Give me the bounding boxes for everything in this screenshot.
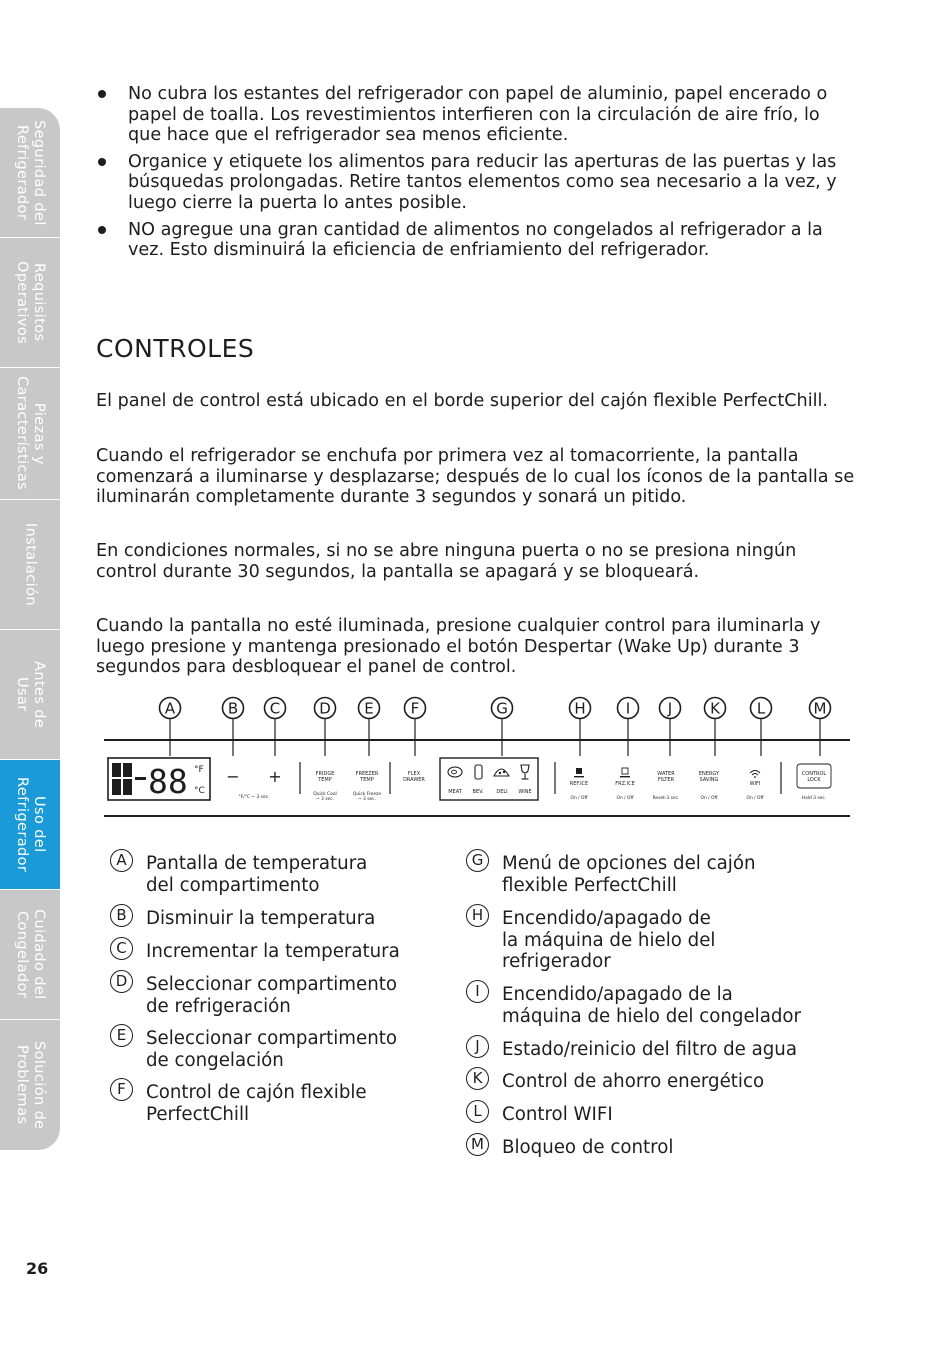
bullet-icon [98, 90, 106, 98]
list-item: NO agregue una gran cantidad de alimentos no congelados al refrigerador a la vez. Esto disminuirá la eficiencia de enfriamiento del refrigerador. [96, 220, 846, 261]
paragraph: El panel de control está ubicado en el borde superior del cajón flexible PerfectChill. [96, 391, 828, 411]
legend-item-m: M Bloqueo de control [466, 1137, 673, 1159]
paragraph: Cuando la pantalla no esté iluminada, presione cualquier control para iluminarla y luego presione y mantenga presionado el botón Despertar (Wake Up) durante 3 segundos para desbloquear el panel de control. [96, 616, 821, 678]
legend-item-k: K Control de ahorro energético [466, 1071, 764, 1093]
control-panel-diagram [100, 690, 852, 826]
list-item: No cubra los estantes del refrigerador con papel de aluminio, papel encerado o papel de toalla. Los revestimientos interfieren con la circulación de aire frío, lo que hace que el refrigerador sea menos eficiente. [96, 84, 846, 146]
control-lock-button[interactable] [797, 764, 831, 801]
callout-f [405, 698, 426, 757]
mode-deli: DELI [496, 789, 508, 795]
svg-text:Hold 3 sec.: Hold 3 sec. [801, 796, 827, 801]
tips-list [96, 84, 846, 267]
legend-item-l: L Control WIFI [466, 1104, 613, 1126]
callout-letter: D [110, 970, 133, 993]
unit-switch-hint: °F/°C ~ 3 sec. [238, 795, 270, 800]
side-tab-parts[interactable] [0, 368, 60, 500]
fridge-temp-button[interactable] [313, 771, 336, 802]
svg-text:SAVING: SAVING [699, 777, 719, 783]
side-tab-installation[interactable] [0, 500, 60, 630]
side-tab-label: Solución de Problemas [14, 1040, 47, 1130]
plus-button[interactable]: + [268, 767, 282, 786]
callout-l [751, 698, 772, 757]
legend-item-e: E Seleccionar compartimento de congelación [110, 1028, 397, 1071]
list-item: Organice y etiquete los alimentos para reducir las aperturas de las puertas y las búsquedas prolongadas. Retire tantos elementos como sea necesario a la vez, y luego cierre la puerta lo antes posible. [96, 152, 846, 214]
unit-f: °F [194, 765, 204, 775]
svg-text:K: K [710, 699, 720, 718]
callout-row [160, 698, 831, 757]
svg-text:F: F [410, 699, 420, 718]
callout-h [570, 698, 591, 757]
svg-text:On / Off: On / Off [700, 796, 718, 801]
svg-text:H: H [574, 699, 586, 718]
svg-text:TEMP: TEMP [360, 777, 374, 783]
legend-item-c: C Incrementar la temperatura [110, 941, 400, 963]
side-tab-freezer-care[interactable] [0, 890, 60, 1020]
mode-meat: MEAT [448, 789, 462, 795]
svg-text:A: A [164, 699, 176, 718]
svg-text:I: I [625, 699, 631, 718]
callout-letter: E [110, 1024, 133, 1047]
paragraph: En condiciones normales, si no se abre ninguna puerta o no se presiona ningún control durante 30 segundos, la pantalla se apagará y se bloqueará. [96, 541, 797, 582]
callout-g [492, 698, 513, 757]
flex-drawer-button[interactable] [403, 771, 425, 783]
callout-d [315, 698, 336, 757]
minus-button[interactable]: − [226, 767, 240, 786]
temp-digits: 88 [148, 762, 188, 801]
beverage-icon[interactable] [475, 765, 482, 779]
callout-letter: M [466, 1133, 489, 1156]
svg-text:TEMP: TEMP [318, 777, 332, 783]
side-tab-label: Requisitos Operativos [14, 260, 47, 345]
svg-text:ENERGY: ENERGY [698, 771, 720, 777]
svg-text:On / Off: On / Off [570, 796, 588, 801]
wifi-icon [750, 771, 760, 776]
side-tab-nav [0, 108, 60, 1150]
callout-letter: K [466, 1067, 489, 1090]
page-number: 26 [26, 1259, 49, 1278]
callout-b [223, 698, 244, 757]
water-filter-button[interactable] [653, 771, 680, 801]
side-tab-label: Instalación [22, 523, 39, 606]
legend-item-j: J Estado/reinicio del filtro de agua [466, 1039, 797, 1061]
callout-m [810, 698, 831, 757]
side-tab-troubleshooting[interactable] [0, 1020, 60, 1150]
callout-letter: C [110, 937, 133, 960]
svg-text:FRZ.ICE: FRZ.ICE [615, 781, 635, 787]
side-tab-requirements[interactable] [0, 238, 60, 368]
mode-wine: WINE [518, 789, 532, 795]
mode-bev: BEV. [472, 789, 484, 795]
flex-drawer-modes [440, 758, 538, 800]
svg-text:FLEX: FLEX [407, 771, 421, 777]
svg-text:Quick Cool: Quick Cool [313, 792, 337, 797]
svg-text:FILTER: FILTER [657, 777, 675, 783]
svg-text:~ 3 sec.: ~ 3 sec. [315, 797, 335, 802]
ref-ice-button[interactable] [570, 768, 589, 801]
legend-item-h: H Encendido/apagado de la máquina de hielo del refrigerador [466, 908, 715, 973]
side-tab-safety[interactable] [0, 108, 60, 238]
svg-text:FRIDGE: FRIDGE [315, 771, 335, 777]
legend-item-g: G Menú de opciones del cajón flexible PerfectChill [466, 853, 755, 896]
callout-a [160, 698, 181, 757]
callout-letter: G [466, 849, 489, 872]
svg-text:~ 3 sec.: ~ 3 sec. [357, 797, 377, 802]
callout-letter: J [466, 1035, 489, 1058]
freezer-temp-button[interactable] [353, 771, 381, 802]
side-tab-label: Antes de Usar [14, 660, 47, 729]
side-tab-using-refrigerator[interactable] [0, 760, 60, 890]
callout-letter: L [466, 1100, 489, 1123]
minus-segment [135, 777, 146, 780]
svg-text:J: J [667, 699, 673, 718]
unit-c: °C [194, 786, 205, 796]
callout-k [705, 698, 726, 757]
side-tab-label: Uso del Refrigerador [14, 776, 47, 873]
svg-text:LOCK: LOCK [807, 777, 821, 783]
callout-c [265, 698, 286, 757]
bullet-icon [98, 158, 106, 166]
frz-ice-button[interactable] [615, 768, 635, 801]
wine-glass-icon[interactable] [521, 765, 529, 779]
legend-item-i: I Encendido/apagado de la máquina de hielo del congelador [466, 984, 801, 1027]
section-heading: CONTROLES [96, 334, 255, 363]
side-tab-label: Seguridad del Refrigerador [14, 119, 47, 226]
svg-text:M: M [813, 699, 827, 718]
legend-item-a: A Pantalla de temperatura del compartimento [110, 853, 367, 896]
callout-j [660, 698, 681, 757]
svg-text:Reset-3 sec.: Reset-3 sec. [652, 796, 680, 801]
energy-saving-button[interactable] [699, 771, 720, 801]
callout-letter: A [110, 849, 133, 872]
callout-e [359, 698, 380, 757]
side-tab-label: Cuidado del Congelador [14, 909, 47, 1000]
svg-text:B: B [227, 699, 239, 718]
svg-text:FREEZER: FREEZER [355, 771, 379, 777]
svg-text:E: E [364, 699, 374, 718]
svg-text:L: L [756, 699, 766, 718]
deli-icon[interactable] [494, 769, 509, 776]
wifi-button[interactable] [747, 771, 765, 802]
callout-i [618, 698, 639, 757]
legend-item-b: B Disminuir la temperatura [110, 908, 375, 930]
svg-text:CONTROL: CONTROL [801, 771, 827, 777]
temperature-display [108, 758, 210, 801]
meat-icon[interactable] [448, 767, 462, 777]
callout-letter: I [466, 980, 489, 1003]
svg-text:G: G [496, 699, 508, 718]
callout-letter: H [466, 904, 489, 927]
svg-text:D: D [319, 699, 331, 718]
svg-text:REF.ICE: REF.ICE [569, 781, 589, 787]
legend-item-f: F Control de cajón flexible PerfectChill [110, 1082, 367, 1125]
ice-icon [622, 768, 628, 774]
callout-letter: F [110, 1078, 133, 1101]
svg-text:DRAWER: DRAWER [403, 777, 425, 783]
bullet-icon [98, 226, 106, 234]
svg-text:Quick Freeze: Quick Freeze [352, 792, 382, 797]
svg-text:C: C [269, 699, 281, 718]
side-tab-before-use[interactable] [0, 630, 60, 760]
svg-text:On / Off: On / Off [616, 796, 634, 801]
svg-text:WATER: WATER [657, 771, 675, 777]
legend-item-d: D Seleccionar compartimento de refrigeración [110, 974, 397, 1017]
ice-icon [576, 768, 582, 774]
callout-letter: B [110, 904, 133, 927]
side-tab-label: Piezas y Características [14, 376, 47, 491]
svg-text:WIFI: WIFI [749, 781, 761, 787]
paragraph: Cuando el refrigerador se enchufa por primera vez al tomacorriente, la pantalla comenzará a iluminarse y desplazarse; después de lo cual los íconos de la pantalla se iluminarán completamente durante 3 segundos y sonará un pitido. [96, 446, 855, 508]
svg-text:On / Off: On / Off [746, 796, 764, 801]
